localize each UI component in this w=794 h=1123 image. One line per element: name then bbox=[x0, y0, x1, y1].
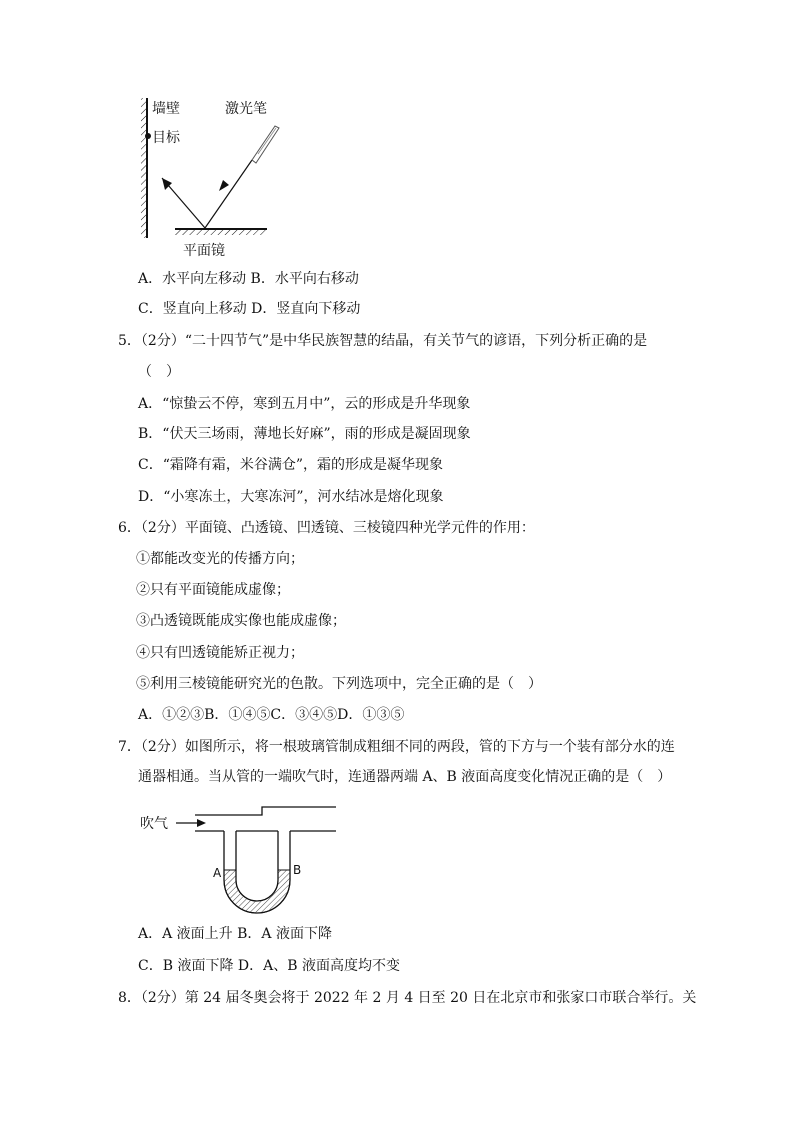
reflection-diagram bbox=[0, 0, 794, 270]
q5-option-b: B．“伏天三场雨，薄地长好麻”，雨的形成是凝固现象 bbox=[138, 426, 471, 442]
q6-statement-3: ③凸透镜既能成实像也能成虚像； bbox=[136, 613, 346, 629]
q6-statement-5: ⑤利用三棱镜能研究光的色散。下列选项中，完全正确的是（ ） bbox=[136, 676, 542, 692]
q6-options: A．①②③B．①④⑤C．③④⑤D．①③⑤ bbox=[138, 707, 405, 723]
q5-option-c: C．“霜降有霜，米谷满仓”，霜的形成是凝华现象 bbox=[138, 457, 444, 473]
target-label: 目标 bbox=[152, 130, 180, 146]
q7-options-line1: A．A 液面上升 B．A 液面下降 bbox=[138, 926, 332, 942]
q7-stem-cont: 通器相通。当从管的一端吹气时，连通器两端 A、B 液面高度变化情况正确的是（ ） bbox=[138, 769, 672, 785]
target-dot bbox=[145, 133, 151, 139]
label-a: A bbox=[213, 866, 222, 880]
laser-pen-icon bbox=[252, 126, 279, 163]
q6-stem: 6．（2分）平面镜、凸透镜、凹透镜、三棱镜四种光学元件的作用： bbox=[118, 520, 535, 536]
water-fill bbox=[224, 870, 290, 913]
q4-options-line1: A．水平向左移动 B．水平向右移动 bbox=[138, 271, 359, 287]
q6-statement-4: ④只有凹透镜能矫正视力； bbox=[136, 645, 304, 661]
q5-paren: （ ） bbox=[138, 364, 180, 380]
q6-statement-1: ①都能改变光的传播方向； bbox=[136, 551, 304, 567]
incident-ray bbox=[205, 160, 252, 228]
q7-options-line2: C．B 液面下降 D．A、B 液面高度均不变 bbox=[138, 958, 400, 974]
q5-stem: 5．（2分）“二十四节气”是中华民族智慧的结晶，有关节气的谚语，下列分析正确的是 bbox=[118, 333, 648, 349]
wall-label: 墙壁 bbox=[152, 101, 180, 117]
laser-label: 激光笔 bbox=[225, 101, 267, 117]
connector-tube-diagram bbox=[0, 800, 794, 920]
q8-stem: 8．（2分）第 24 届冬奥会将于 2022 年 2 月 4 日至 20 日在北京市和张家口市联合举行。关 bbox=[118, 990, 697, 1006]
blow-label: 吹气 bbox=[140, 816, 168, 832]
mirror-label: 平面镜 bbox=[183, 243, 225, 259]
q5-option-d: D．“小寒冻土，大寒冻河”，河水结冰是熔化现象 bbox=[138, 489, 444, 505]
q6-statement-2: ②只有平面镜能成虚像； bbox=[136, 582, 290, 598]
q5-option-a: A．“惊蛰云不停，寒到五月中”，云的形成是升华现象 bbox=[138, 396, 471, 412]
label-b: B bbox=[293, 863, 302, 877]
q4-options-line2: C．竖直向上移动 D．竖直向下移动 bbox=[138, 301, 361, 317]
q7-stem: 7．（2分）如图所示，将一根玻璃管制成粗细不同的两段，管的下方与一个装有部分水的连 bbox=[118, 739, 675, 755]
